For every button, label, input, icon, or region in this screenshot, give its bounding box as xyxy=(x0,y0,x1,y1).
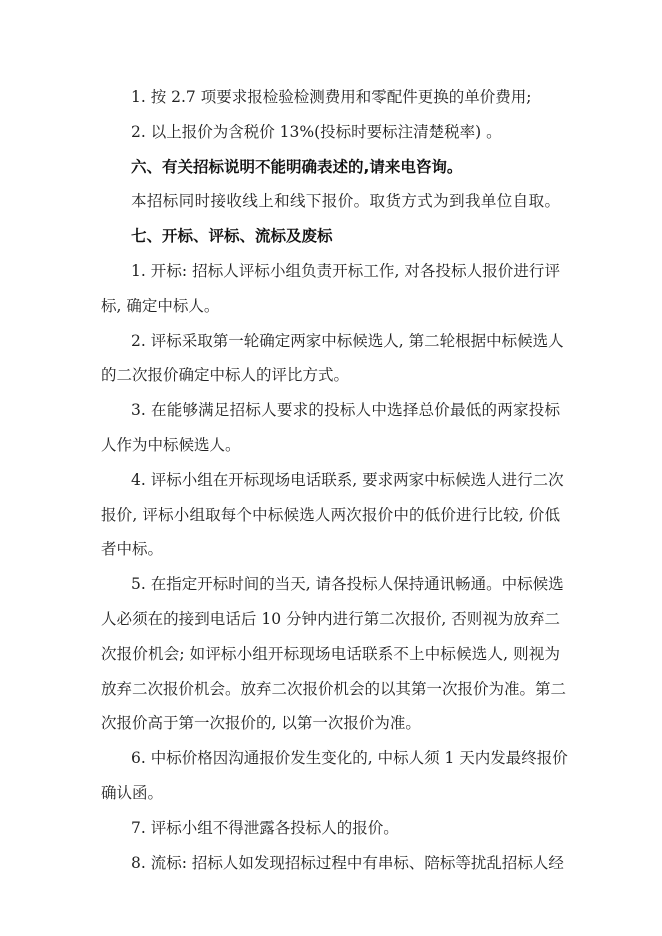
text-line: 本招标同时接收线上和线下报价。取货方式为到我单位自取。 xyxy=(131,192,560,211)
text-line: 4. 评标小组在开标现场电话联系, 要求两家中标候选人进行二次 xyxy=(131,470,564,489)
text-line: 报价, 评标小组取每个中标候选人两次报价中的低价进行比较, 价低 xyxy=(101,505,560,524)
text-line: 的二次报价确定中标人的评比方式。 xyxy=(101,366,350,385)
text-line: 1. 按 2.7 项要求报检验检测费用和零配件更换的单价费用; xyxy=(131,88,532,106)
text-line: 8. 流标: 招标人如发现招标过程中有串标、陪标等扰乱招标人经 xyxy=(131,853,564,872)
section-heading: 六、有关招标说明不能明确表述的,请来电咨询。 xyxy=(131,157,463,176)
text-line: 标, 确定中标人。 xyxy=(101,296,220,315)
section-heading: 七、开标、评标、流标及废标 xyxy=(131,227,333,246)
text-line: 次报价机会; 如评标小组开标现场电话联系不上中标候选人, 则视为 xyxy=(101,644,560,663)
text-line: 1. 开标: 招标人评标小组负责开标工作, 对各投标人报价进行评 xyxy=(131,262,560,280)
text-line: 人必须在的接到电话后 10 分钟内进行第二次报价, 否则视为放弃二 xyxy=(101,610,560,628)
text-line: 次报价高于第一次报价的, 以第一次报价为准。 xyxy=(101,714,421,733)
text-line: 5. 在指定开标时间的当天, 请各投标人保持通讯畅通。中标候选 xyxy=(131,575,564,594)
text-line: 人作为中标候选人。 xyxy=(101,436,241,454)
text-line: 7. 评标小组不得泄露各投标人的报价。 xyxy=(131,818,399,837)
text-line: 3. 在能够满足招标人要求的投标人中选择总价最低的两家投标 xyxy=(131,401,560,420)
text-line: 2. 以上报价为含税价 13%(投标时要标注清楚税率) 。 xyxy=(131,122,502,141)
text-line: 者中标。 xyxy=(101,540,164,559)
text-line: 确认函。 xyxy=(101,784,164,802)
text-line: 6. 中标价格因沟通报价发生变化的, 中标人须 1 天内发最终报价 xyxy=(131,749,568,768)
text-line: 2. 评标采取第一轮确定两家中标候选人, 第二轮根据中标候选人 xyxy=(131,331,564,350)
text-line: 放弃二次报价机会。放弃二次报价机会的以其第一次报价为准。第二 xyxy=(101,679,567,698)
